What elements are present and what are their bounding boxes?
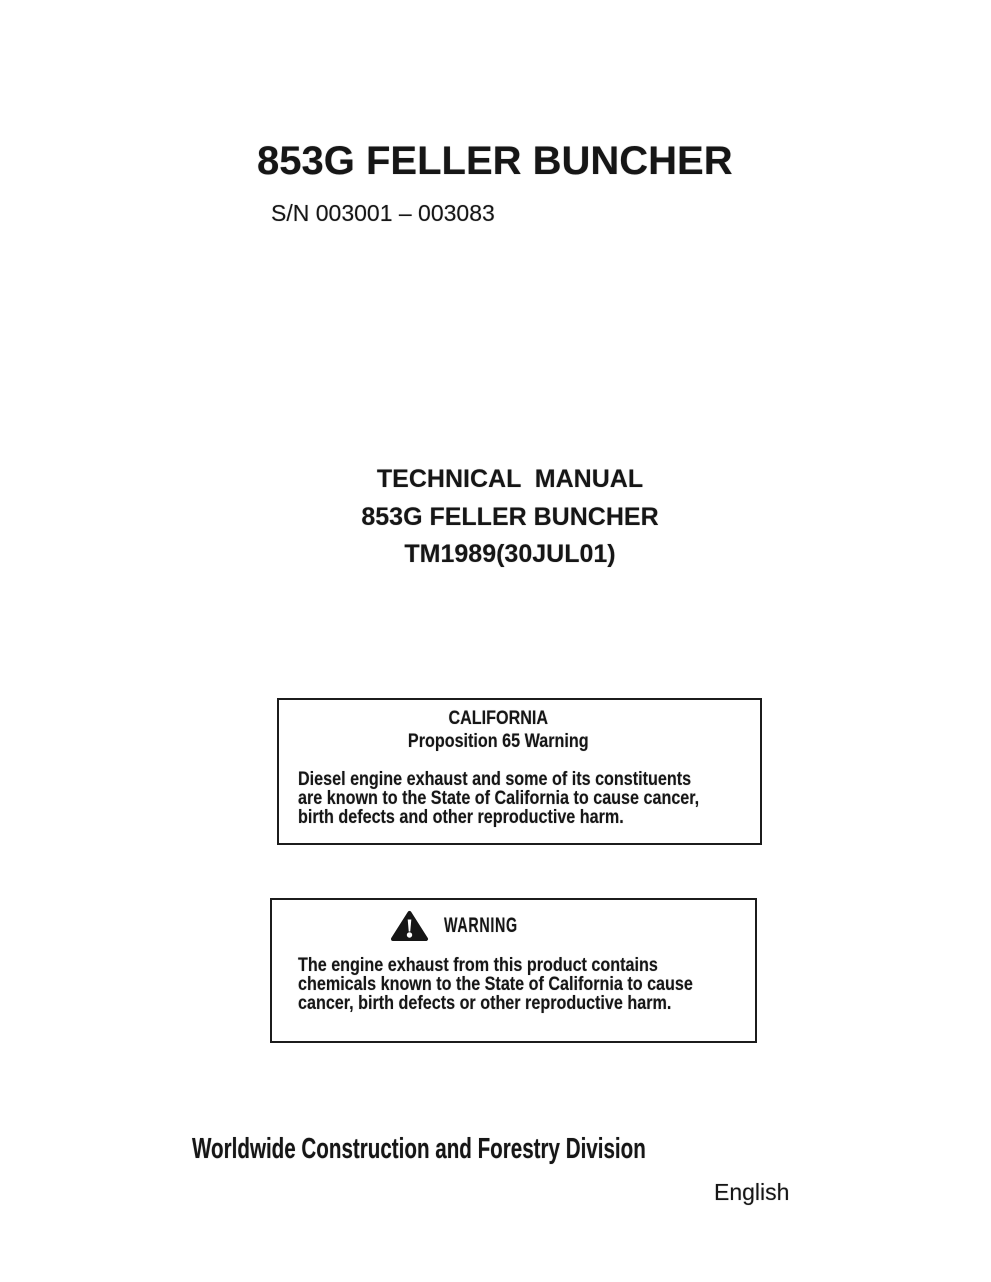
body-line: Diesel engine exhaust and some of its constituents: [298, 769, 692, 790]
body-line: birth defects and other reproductive harm.: [298, 807, 624, 828]
page-title: 853G FELLER BUNCHER: [257, 139, 733, 183]
california-heading-line: CALIFORNIA: [448, 708, 549, 729]
manual-title-block: [30, 461, 990, 574]
body-line: are known to the State of California to cause cancer,: [298, 788, 700, 809]
warning-label: WARNING: [444, 914, 518, 937]
body-line: The engine exhaust from this product contains: [298, 955, 658, 976]
body-line: cancer, birth defects or other reproductive harm.: [298, 993, 672, 1014]
prop65-heading-line: Proposition 65 Warning: [407, 731, 589, 752]
serial-number-range: S/N 003001 – 003083: [271, 200, 495, 226]
california-prop65-box: [277, 698, 762, 845]
california-box-heading: [315, 707, 724, 753]
manual-model-line: 853G FELLER BUNCHER: [361, 502, 659, 531]
manual-number-line: TM1989(30JUL01): [404, 540, 616, 568]
division-name: Worldwide Construction and Forestry Division: [192, 1133, 646, 1165]
exhaust-warning-text: [298, 955, 693, 1014]
warning-box-header: [390, 910, 755, 942]
body-line: chemicals known to the State of California to cause: [298, 974, 693, 995]
engine-exhaust-warning-box: [270, 898, 757, 1043]
manual-type-line: TECHNICAL MANUAL: [376, 465, 644, 493]
language-label: English: [714, 1179, 790, 1205]
california-warning-text: [298, 769, 700, 828]
warning-triangle-icon: [390, 910, 429, 942]
